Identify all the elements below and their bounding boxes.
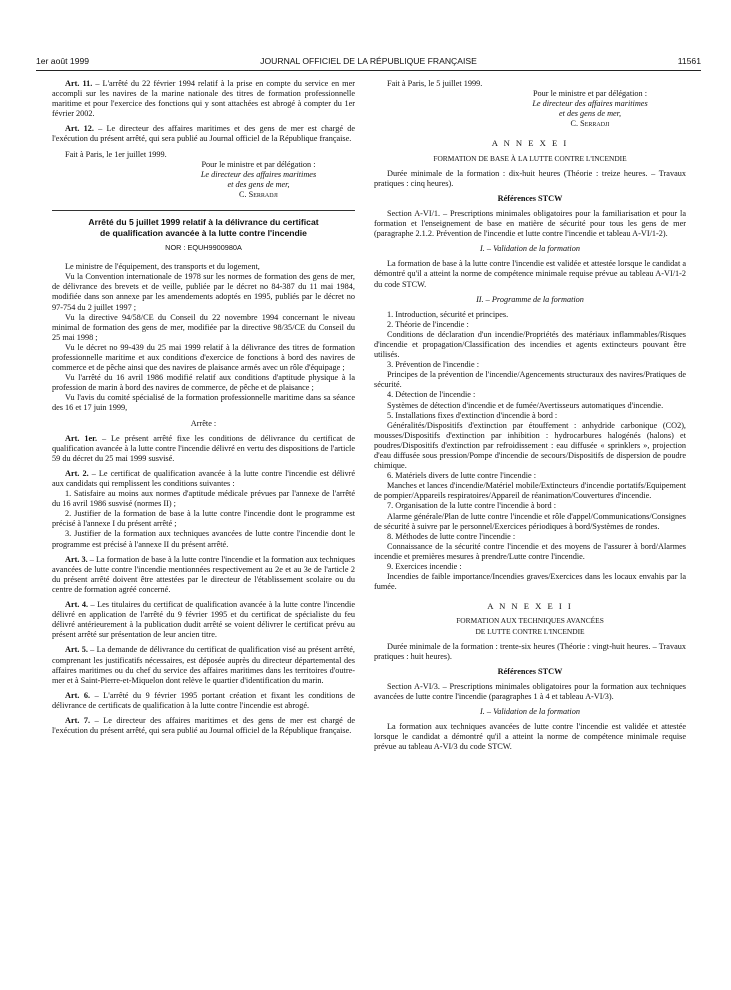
signature-for-2: Pour le ministre et par délégation : <box>532 89 648 99</box>
programme-item-8-text: Connaissance de la sécurité contre l'incendie et des moyens de l'assurer à bord/Alarmes incendie et premières mesures à prendre/Lutte contre l'incendie. <box>374 541 686 561</box>
signature-role-1-2: Le directeur des affaires maritimes <box>532 99 648 109</box>
programme-item-4: 4. Détection de l'incendie : <box>387 390 476 400</box>
article-2-item-1: 1. Satisfaire au moins aux normes d'aptitude médicale prévues par l'annexe de l'arrêté du 16 avril 1986 susvisé (normes II) ; <box>52 489 355 509</box>
annex-1-duration: Durée minimale de la formation : dix-huit heures (Théorie : treize heures. – Travaux pratiques : cinq heures). <box>374 168 686 188</box>
visa-minister: Le ministre de l'équipement, des transports et du logement, <box>65 262 260 272</box>
validation-title-1: I. – Validation de la formation <box>480 244 580 254</box>
references-heading-1: Références STCW <box>497 193 563 203</box>
header-rule <box>36 70 701 71</box>
programme-item-6-text: Manches et lances d'incendie/Matériel mobile/Extincteurs d'incendie portatifs/Equipement de pompier/Appareils respiratoires/Appareil de réanimation/Couvertures d'incendie. <box>374 481 686 501</box>
programme-item-7: 7. Organisation de la lutte contre l'incendie à bord : <box>387 501 557 511</box>
article-12: Art. 12. – Le directeur des affaires maritimes et des gens de mer est chargé de l'exécution du présent arrêté, qui sera publié au Journal officiel de la République française. <box>52 124 355 144</box>
signature-role-2: et des gens de mer, <box>227 179 290 189</box>
programme-item-6: 6. Matériels divers de lutte contre l'incendie : <box>387 471 537 481</box>
programme-item-5: 5. Installations fixes d'extinction d'incendie à bord : <box>387 410 558 420</box>
annex-1-heading: A N N E X E I <box>491 138 569 149</box>
article-3: Art. 3. – La formation de base à la lutte contre l'incendie et la formation aux techniques avancées de lutte contre l'incendie mentionnées respectivement au 2e et au 3e de l'article 2 du présent arrêté doivent être attestées par le directeur de l'établissement scolaire ou du centre de formation agréé concerné. <box>52 554 355 594</box>
arrete-heading: Arrête : <box>190 418 217 428</box>
programme-item-3-text: Principes de la prévention de l'incendie/Agencements structuraux des navires/Pratiques de sécurité. <box>374 370 686 390</box>
signature-name: C. Serradji <box>239 189 278 199</box>
programme-item-2: 2. Théorie de l'incendie : <box>387 319 469 329</box>
annex-2-subtitle-1: FORMATION AUX TECHNIQUES AVANCÉES <box>456 616 604 626</box>
signature-role-1: Le directeur des affaires maritimes <box>200 169 317 179</box>
right-column <box>374 79 686 752</box>
header-date: 1er août 1999 <box>36 56 90 66</box>
header-journal: JOURNAL OFFICIEL DE LA RÉPUBLIQUE FRANÇAISE <box>260 56 477 66</box>
article-1: Art. 1er. – Le présent arrêté fixe les conditions de délivrance du certificat de qualification avancée à la lutte contre l'incendie délivré en vertu des dispositions de l'article 59 du décret du 25 mai 1999 susvisé. <box>52 433 355 463</box>
visa-decret: Vu le décret no 99-439 du 25 mai 1999 relatif à la délivrance des titres de formation professionnelle maritime et aux conditions d'exercice de fonctions à bord des navires de commerce et de pêche ainsi que des navires de plaisance armés avec un rôle d'équipage ; <box>52 342 355 373</box>
annex-2-duration: Durée minimale de la formation : trente-six heures (Théorie : vingt-huit heures. – Travaux pratiques : huit heures). <box>374 641 686 661</box>
visa-arrete: Vu l'arrêté du 16 avril 1986 modifié relatif aux conditions d'aptitude physique à la profession de marin à bord des navires de commerce, de pêche et de plaisance ; <box>52 373 355 393</box>
article-6: Art. 6. – L'arrêté du 9 février 1995 portant création et fixant les conditions de délivrance de certificats de qualification à la lutte contre l'incendie est abrogé. <box>52 690 355 710</box>
validation-title-2: I. – Validation de la formation <box>480 707 580 717</box>
done-at-paris-2: Fait à Paris, le 5 juillet 1999. <box>387 79 483 88</box>
visa-avis: Vu l'avis du comité spécialisé de la formation professionnelle maritime dans sa séance des 16 et 17 juin 1999, <box>52 393 355 413</box>
decree-title-2: de qualification avancée à la lutte contre l'incendie <box>100 227 307 238</box>
decree-title-1: Arrêté du 5 juillet 1999 relatif à la délivrance du certificat <box>88 217 319 228</box>
article-4: Art. 4. – Les titulaires du certificat de qualification avancée à la lutte contre l'incendie délivré en application de l'arrêté du 9 février 1995 et du certificat de spécialiste du feu délivré antérieurement à la publication dudit arrêté se voient délivrer le certificat prévu au présent arrêté sur présentation de leur ancien titre. <box>52 600 355 640</box>
done-at-paris: Fait à Paris, le 1er juillet 1999. <box>65 149 167 159</box>
programme-item-2-text: Conditions de déclaration d'un incendie/Propriétés des matériaux inflammables/Risques d'incendie et propagation/Classification des incendies et agents extincteurs pouvant être utilisés. <box>374 329 686 360</box>
article-11: Art. 11. – L'arrêté du 22 février 1994 relatif à la prise en compte du service en mer accompli sur les navires de la marine nationale des titres de formation professionnelle maritime et pour l'exercice des fonctions qui y sont attachées est abrogé à compter du 1er février 2002. <box>52 79 355 119</box>
article-2-item-3: 3. Justifier de la formation aux techniques avancées de lutte contre l'incendie dont le programme est précisé à l'annexe II du présent arrêté. <box>52 529 355 549</box>
annex-1-subtitle: FORMATION DE BASE À LA LUTTE CONTRE L'INCENDIE <box>433 153 627 163</box>
left-column <box>52 79 355 736</box>
validation-text-1: La formation de base à la lutte contre l'incendie est validée et attestée lorsque le candidat a démontré qu'il a atteint la norme de compétence minimale requise prévue au tableau A-VI/1-2 du code STCW. <box>374 259 686 289</box>
article-2: Art. 2. – Le certificat de qualification avancée à la lutte contre l'incendie est délivré aux candidats qui remplissent les conditions suivantes : <box>52 468 355 488</box>
annex-2-subtitle-2: DE LUTTE CONTRE L'INCENDIE <box>475 626 585 636</box>
nor-reference: NOR : EQUH9900980A <box>165 243 242 253</box>
section-divider <box>52 210 355 211</box>
article-2-item-2: 2. Justifier de la formation de base à la lutte contre l'incendie dont le programme est précisé à l'annexe I du présent arrêté ; <box>52 509 355 529</box>
signature-name-2: C. Serradji <box>570 119 610 129</box>
article-7: Art. 7. – Le directeur des affaires maritimes et des gens de mer est chargé de l'exécution du présent arrêté, qui sera publié au Journal officiel de la République française. <box>52 715 355 736</box>
programme-item-8: 8. Méthodes de lutte contre l'incendie : <box>387 531 516 541</box>
programme-item-5-text: Généralités/Dispositifs d'extinction par étouffement : anhydride carbonique (CO2), mousses/Dispositifs d'extinction par inhibition : hydrocarbures halogénés (halons) et poudres/Dispositifs d'extinction par refroidissement : eau diffusée « sprinklers », projection d'eau diffusée sous pression/Pompe d'incendie de secours/Dispositifs de dispersion de poudre chimique. <box>374 420 686 471</box>
signature-for: Pour le ministre et par délégation : <box>201 159 316 169</box>
article-5: Art. 5. – La demande de délivrance du certificat de qualification visé au présent arrêté, comprenant les justificatifs nécessaires, est déposée auprès du directeur départemental des affaires maritimes ou du chef du service des affaires maritimes dans les territoires d'outre-mer et à Saint-Pierre-et-Miquelon dont relève le quartier d'identification du marin. <box>52 645 355 685</box>
header-page-number: 11561 <box>677 56 701 66</box>
references-text-1: Section A-VI/1. – Prescriptions minimales obligatoires pour la familiarisation et pour la formation et l'enseignement de base en matière de sécurité pour tous les gens de mer (paragraphe 2.1.2. Prévention de l'incendie et lutte contre l'incendie et tableau A-VI/1-2). <box>374 208 686 239</box>
programme-item-9: 9. Exercices incendie : <box>387 562 462 572</box>
annex-2-heading: A N N E X E I I <box>487 601 573 612</box>
programme-title: II. – Programme de la formation <box>476 294 584 304</box>
visa-directive: Vu la directive 94/58/CE du Conseil du 22 novembre 1994 concernant le niveau minimal de formation des gens de mer, modifiée par la directive 98/35/CE du Conseil du 25 mai 1998 ; <box>52 312 355 342</box>
programme-item-4-text: Systèmes de détection d'incendie et de fumée/Avertisseurs automatiques d'incendie. <box>387 400 664 410</box>
references-heading-2: Références STCW <box>497 666 563 676</box>
visa-convention: Vu la Convention internationale de 1978 sur les normes de formation des gens de mer, de délivrance des brevets et de veille, publiée par le décret no 84-387 du 11 mai 1984, modifiée dans son annexe par les amendements adoptés en 1995, publiés par le décret no 97-754 du 2 juillet 1997 ; <box>52 272 355 312</box>
signature-role-2-2: et des gens de mer, <box>558 109 622 119</box>
programme-item-1: 1. Introduction, sécurité et principes. <box>387 309 509 319</box>
programme-item-9-text: Incendies de faible importance/Incendies graves/Exercices dans les locaux envahis par la fumée. <box>374 572 686 592</box>
validation-text-2: La formation aux techniques avancées de lutte contre l'incendie est validée et attestée lorsque le candidat a démontré qu'il a atteint la norme de compétence minimale requise prévue au tableau A-VI/3 du code STCW. <box>374 722 686 752</box>
programme-item-7-text: Alarme générale/Plan de lutte contre l'incendie et rôle d'appel/Communications/Consignes de sécurité à suivre par le personnel/Exercices périodiques à bord/Systèmes de rondes. <box>374 511 686 531</box>
programme-item-3: 3. Prévention de l'incendie : <box>387 360 479 370</box>
references-text-2: Section A-VI/3. – Prescriptions minimales obligatoires pour la formation aux techniques avancées de lutte contre l'incendie (paragraphes 1 à 4 et tableau A-VI/3). <box>374 681 686 701</box>
